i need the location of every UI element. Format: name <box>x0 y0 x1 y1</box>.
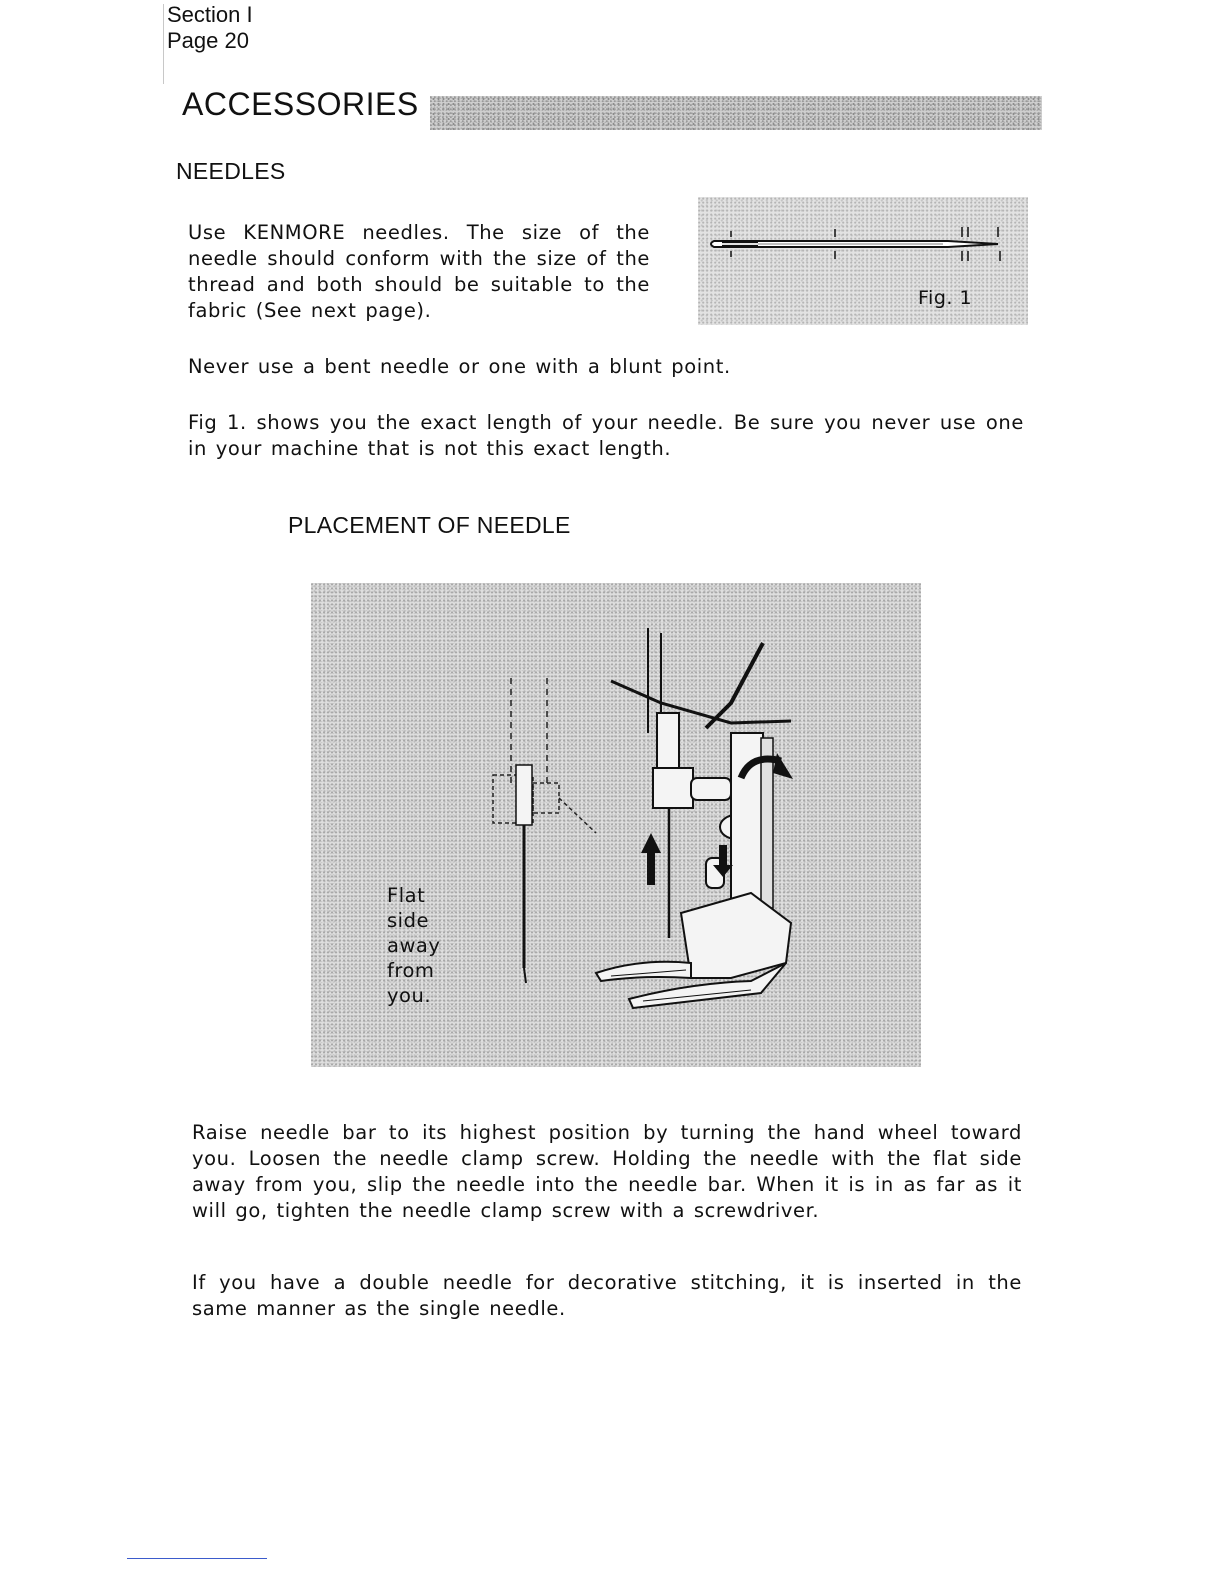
placement-heading: PLACEMENT OF NEEDLE <box>288 512 571 538</box>
page-number: Page 20 <box>167 28 249 53</box>
double-needle-paragraph: If you have a double needle for decorative stitching, it is inserted in the same manner as the single needle. <box>192 1271 1022 1320</box>
needles-heading: NEEDLES <box>176 158 286 184</box>
flat-side-label: Flat side away from you. <box>387 884 441 1007</box>
needles-intro-paragraph: Use KENMORE needles. The size of the needle should conform with the size of the thread and both should be suitable to the fabric (See next page). <box>188 221 650 322</box>
needle-warning-paragraph: Never use a bent needle or one with a blunt point. <box>188 355 731 378</box>
figure-1 <box>698 197 1028 325</box>
placement-instructions-paragraph: Raise needle bar to its highest position by turning the hand wheel toward you. Loosen the needle clamp screw. Holding the needle with the flat side away from you, slip the needle into the needle bar. When it is in as far as it will go, tighten the needle clamp screw with a screwdriver. <box>192 1121 1022 1222</box>
page-title: ACCESSORIES <box>182 86 419 122</box>
needle-illustration <box>698 197 1028 325</box>
figure-1-caption: Fig. 1 <box>918 287 973 309</box>
header-margin-rule <box>163 4 164 84</box>
footer-rule <box>127 1558 267 1559</box>
placement-figure <box>311 583 921 1067</box>
needle-length-paragraph: Fig 1. shows you the exact length of your needle. Be sure you never use one in your machine that is not this exact length. <box>188 411 1024 460</box>
section-label: Section I <box>167 2 253 27</box>
title-shaded-bar <box>430 96 1042 130</box>
